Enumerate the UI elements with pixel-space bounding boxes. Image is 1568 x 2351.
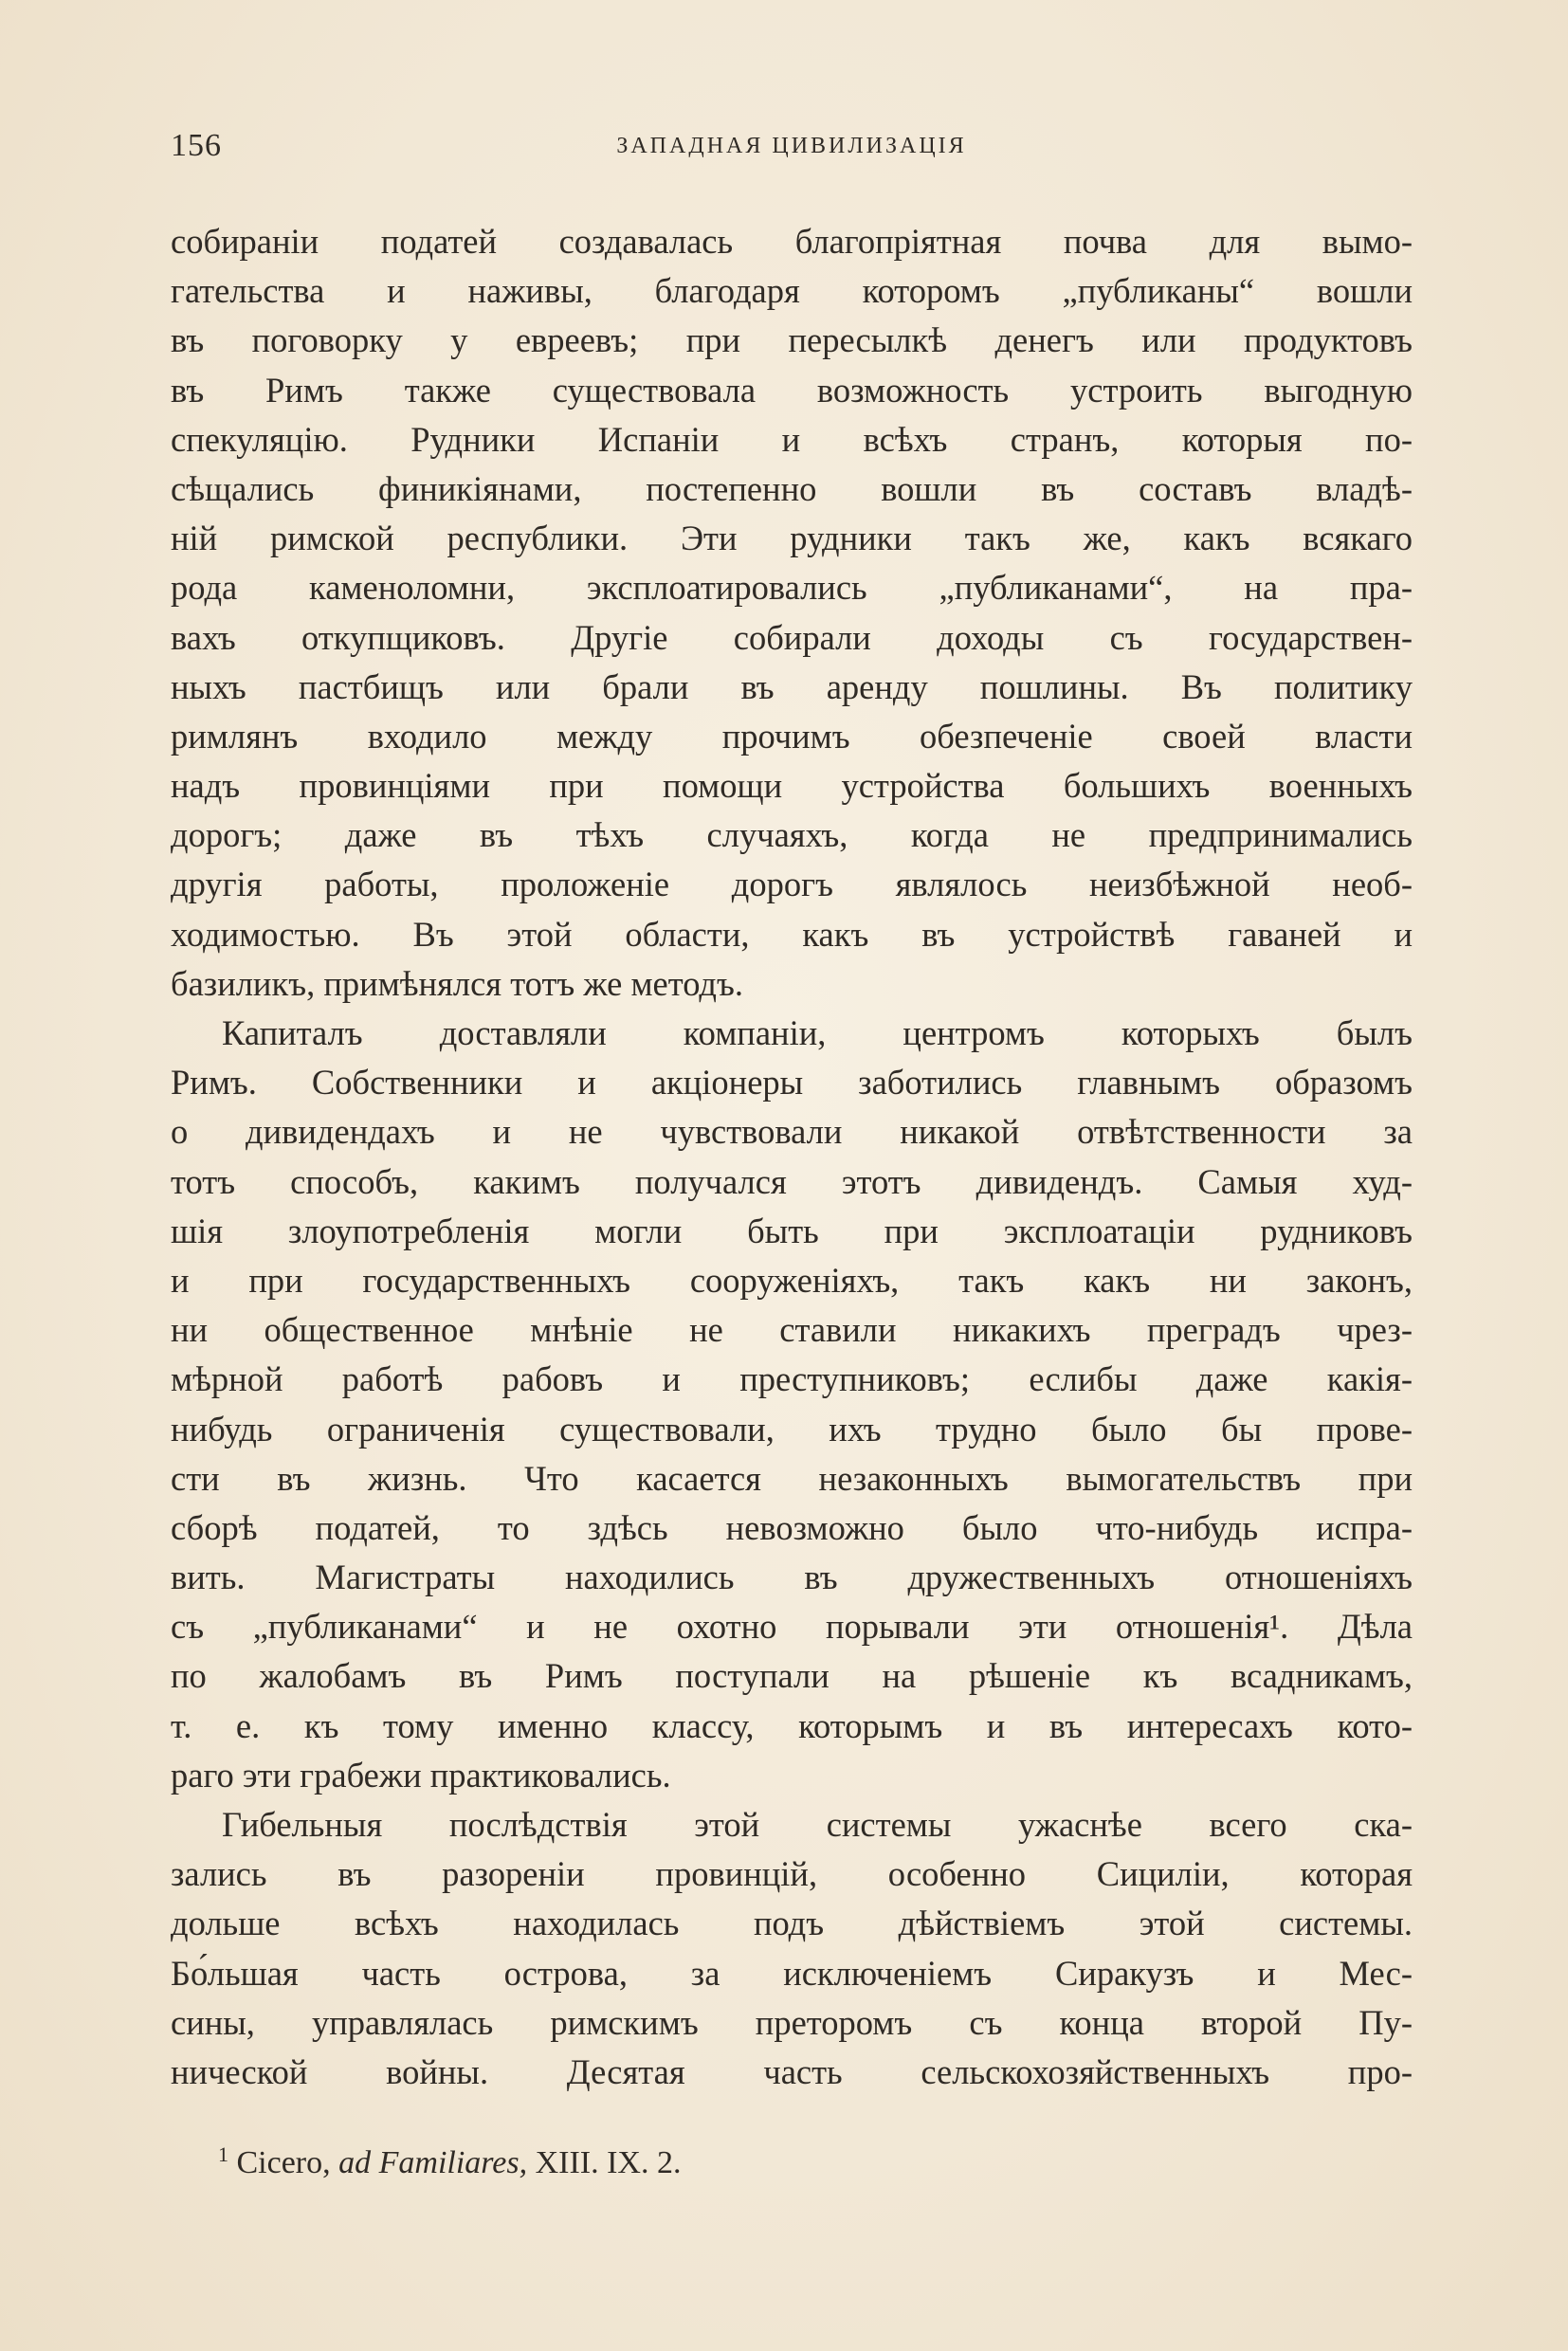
footnote-marker: 1 xyxy=(218,2142,228,2166)
text-line: нибудь ограниченія существовали, ихъ трудно было бы прове- xyxy=(171,1409,1413,1449)
text-line: Бо́льшая часть острова, за исключеніемъ Сиракузъ и Мес- xyxy=(171,1953,1413,1993)
text-line: и при государственныхъ сооруженіяхъ, такъ какъ ни законъ, xyxy=(171,1260,1413,1300)
text-line: сборѣ податей, то здѣсь невозможно было что-нибудь испра- xyxy=(171,1507,1413,1547)
text-line: въ Римъ также существовала возможность устроить выгодную xyxy=(171,370,1413,410)
text-line: сти въ жизнь. Что касается незаконныхъ вымогательствъ при xyxy=(171,1458,1413,1498)
text-line: Римъ. Собственники и акціонеры заботились главнымъ образомъ xyxy=(171,1063,1413,1103)
footnote-reference: XIII. IX. 2. xyxy=(535,2145,682,2180)
footnote-author: Cicero, xyxy=(236,2145,331,2180)
text-line: собираніи податей создавалась благопріятная почва для вымо- xyxy=(171,222,1413,261)
text-line: шія злоупотребленія могли быть при эксплоатаціи рудниковъ xyxy=(171,1211,1413,1250)
text-line: римлянъ входило между прочимъ обезпеченіе своей власти xyxy=(171,716,1413,756)
text-line: надъ провинціями при помощи устройства большихъ военныхъ xyxy=(171,766,1413,806)
text-line: вить. Магистраты находились въ дружественныхъ отношеніяхъ xyxy=(171,1558,1413,1597)
text-line: зались въ разореніи провинцій, особенно Сициліи, которая xyxy=(171,1854,1413,1894)
text-line: ни общественное мнѣніе не ставили никакихъ преградъ чрез- xyxy=(171,1310,1413,1350)
text-line: въ поговорку у евреевъ; при пересылкѣ денегъ или продуктовъ xyxy=(171,320,1413,360)
text-line: дольше всѣхъ находилась подъ дѣйствіемъ этой системы. xyxy=(171,1904,1413,1943)
text-line: базиликъ, примѣнялся тотъ же методъ. xyxy=(171,963,743,1003)
text-line: Капиталъ доставляли компаніи, центромъ которыхъ былъ xyxy=(222,1013,1413,1052)
text-line: вахъ откупщиковъ. Другіе собирали доходы съ государствен- xyxy=(171,617,1413,657)
page-header xyxy=(171,128,1413,175)
text-line: по жалобамъ въ Римъ поступали на рѣшеніе къ всадникамъ, xyxy=(171,1656,1413,1696)
body-text xyxy=(171,217,1413,2097)
text-line: ныхъ пастбищъ или брали въ аренду пошлины. Въ политику xyxy=(171,666,1413,706)
text-line: спекуляцію. Рудники Испаніи и всѣхъ странъ, которыя по- xyxy=(171,419,1413,459)
page-number: 156 xyxy=(171,128,222,163)
text-line: о дивидендахъ и не чувствовали никакой отвѣтственности за xyxy=(171,1112,1413,1152)
text-line: сины, управлялась римскимъ преторомъ съ конца второй Пу- xyxy=(171,2002,1413,2042)
text-line: ній римской республики. Эти рудники такъ же, какъ всякаго xyxy=(171,519,1413,558)
text-line: тотъ способъ, какимъ получался этотъ дивидендъ. Самыя худ- xyxy=(171,1161,1413,1201)
running-head: ЗАПАДНАЯ ЦИВИЛИЗАЦІЯ xyxy=(616,134,967,158)
text-line: дорогъ; даже въ тѣхъ случаяхъ, когда не предпринимались xyxy=(171,815,1413,855)
text-line: т. е. къ тому именно классу, которымъ и въ интересахъ кото- xyxy=(171,1705,1413,1745)
text-line: мѣрной работѣ рабовъ и преступниковъ; еслибы даже какія- xyxy=(171,1359,1413,1399)
text-line: гательства и наживы, благодаря которомъ „публиканы“ вошли xyxy=(171,271,1413,311)
footnote-work: ad Familiares, xyxy=(338,2145,528,2180)
text-line: ходимостью. Въ этой области, какъ въ устройствѣ гаваней и xyxy=(171,914,1413,954)
footnote xyxy=(218,2142,682,2181)
text-line: нической войны. Десятая часть сельскохозяйственныхъ про- xyxy=(171,2051,1413,2091)
text-line: сѣщались финикіянами, постепенно вошли въ составъ владѣ- xyxy=(171,468,1413,508)
text-line: Гибельныя послѣдствія этой системы ужаснѣе всего ска- xyxy=(222,1805,1413,1844)
text-line: раго эти грабежи практиковались. xyxy=(171,1755,671,1795)
text-line: съ „публиканами“ и не охотно порывали эти отношенія¹. Дѣла xyxy=(171,1607,1413,1647)
text-line: другія работы, проложеніе дорогъ являлось неизбѣжной необ- xyxy=(171,865,1413,904)
text-line: рода каменоломни, эксплоатировались „публиканами“, на пра- xyxy=(171,568,1413,608)
